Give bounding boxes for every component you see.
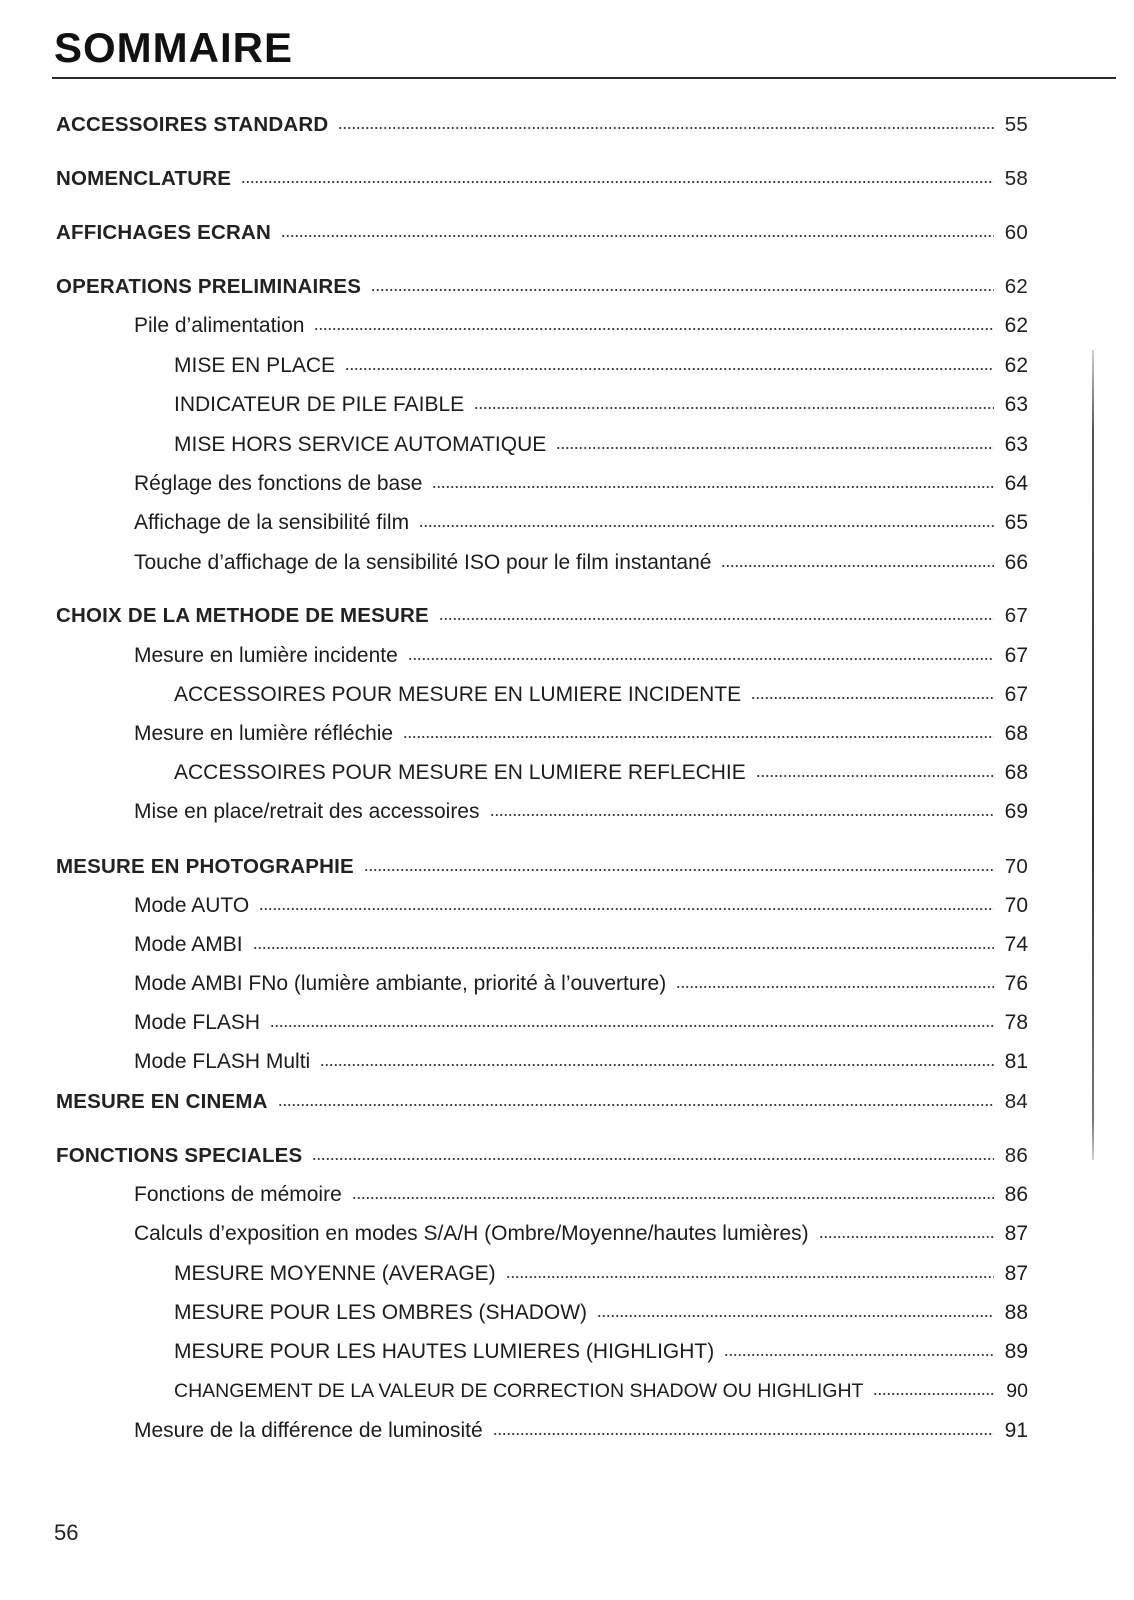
toc-entry[interactable] xyxy=(134,1010,1028,1036)
toc-entry-label: Mesure de la différence de luminosité xyxy=(134,1419,483,1442)
toc-entry-page: 63 xyxy=(1004,433,1028,456)
toc-entry-label: MESURE EN PHOTOGRAPHIE xyxy=(56,855,354,878)
toc-entry-label: FONCTIONS SPECIALES xyxy=(56,1144,303,1167)
dot-leader xyxy=(278,1103,994,1107)
dot-leader xyxy=(312,1157,994,1161)
toc-entry[interactable] xyxy=(174,1261,1028,1287)
toc-entry[interactable] xyxy=(134,510,1028,536)
dot-leader xyxy=(439,617,994,621)
dot-leader xyxy=(345,367,994,371)
toc-entry-page: 66 xyxy=(1004,551,1028,574)
toc-entry-page: 84 xyxy=(1004,1090,1028,1113)
toc-entry[interactable] xyxy=(134,643,1028,669)
toc-entry[interactable] xyxy=(174,1378,1028,1404)
toc-entry[interactable] xyxy=(134,1221,1028,1247)
toc-entry-label: OPERATIONS PRELIMINAIRES xyxy=(56,275,362,298)
toc-entry[interactable] xyxy=(56,854,1028,880)
toc-entry[interactable] xyxy=(134,550,1028,576)
toc-entry-label: Mode FLASH Multi xyxy=(134,1050,311,1073)
dot-leader xyxy=(490,813,995,817)
toc-entry[interactable] xyxy=(56,220,1028,246)
toc-entry-page: 90 xyxy=(1006,1380,1028,1402)
toc-entry-page: 87 xyxy=(1004,1262,1028,1285)
toc-entry[interactable] xyxy=(134,971,1028,997)
toc-entry-label: Mode AMBI FNo (lumière ambiante, priorité à l’ouverture) xyxy=(134,972,667,995)
toc-entry-label: MESURE POUR LES OMBRES (SHADOW) xyxy=(174,1301,588,1324)
toc-entry-label: CHOIX DE LA METHODE DE MESURE xyxy=(56,604,429,627)
toc-entry[interactable] xyxy=(134,471,1028,497)
toc-entry-page: 62 xyxy=(1004,275,1028,298)
toc-entry-page: 81 xyxy=(1004,1050,1028,1073)
toc-entry[interactable] xyxy=(134,313,1028,339)
toc-entry-page: 69 xyxy=(1004,800,1028,823)
toc-entry[interactable] xyxy=(174,760,1028,786)
dot-leader xyxy=(371,288,994,292)
dot-leader xyxy=(314,327,994,331)
dot-leader xyxy=(259,907,994,911)
toc-entry[interactable] xyxy=(134,1049,1028,1075)
toc-entry-label: MESURE MOYENNE (AVERAGE) xyxy=(174,1262,496,1285)
toc-entry[interactable] xyxy=(56,274,1028,300)
dot-leader xyxy=(756,774,994,778)
toc-entry-label: ACCESSOIRES STANDARD xyxy=(56,113,329,136)
toc-entry-page: 60 xyxy=(1004,221,1028,244)
toc-entry-page: 74 xyxy=(1004,933,1028,956)
toc-entry-label: Mise en place/retrait des accessoires xyxy=(134,800,480,823)
dot-leader xyxy=(364,868,994,872)
dot-leader xyxy=(241,180,994,184)
toc-entry-label: ACCESSOIRES POUR MESURE EN LUMIERE INCIDENTE xyxy=(174,683,742,706)
dot-leader xyxy=(721,564,994,568)
toc-entry[interactable] xyxy=(56,166,1028,192)
toc-entry[interactable] xyxy=(56,1143,1028,1169)
page-number: 56 xyxy=(54,1520,79,1545)
toc-entry-label: MESURE EN CINEMA xyxy=(56,1090,268,1113)
toc-entry[interactable] xyxy=(174,353,1028,379)
toc-entry-label: Mode AUTO xyxy=(134,894,250,917)
toc-entry-page: 67 xyxy=(1004,683,1028,706)
toc-entry[interactable] xyxy=(134,799,1028,825)
dot-leader xyxy=(253,946,994,950)
toc-entry-page: 58 xyxy=(1004,167,1028,190)
page-title: SOMMAIRE xyxy=(54,24,293,71)
toc-entry[interactable] xyxy=(134,932,1028,958)
toc-entry[interactable] xyxy=(134,721,1028,747)
dot-leader xyxy=(819,1235,994,1239)
toc-entry-label: Mode AMBI xyxy=(134,933,243,956)
dot-leader xyxy=(597,1314,994,1318)
toc-entry[interactable] xyxy=(134,893,1028,919)
toc-entry-page: 87 xyxy=(1004,1222,1028,1245)
toc-entry[interactable] xyxy=(174,432,1028,458)
toc-entry-label: INDICATEUR DE PILE FAIBLE xyxy=(174,393,465,416)
toc-entry-label: Réglage des fonctions de base xyxy=(134,472,423,495)
toc-entry-label: Mesure en lumière incidente xyxy=(134,644,398,667)
toc-entry-page: 76 xyxy=(1004,972,1028,995)
toc-entry-label: Affichage de la sensibilité film xyxy=(134,511,410,534)
dot-leader xyxy=(270,1024,994,1028)
toc-entry-page: 91 xyxy=(1004,1419,1028,1442)
margin-edge-line xyxy=(1092,350,1094,1160)
toc-entry-page: 88 xyxy=(1004,1301,1028,1324)
toc-entry[interactable] xyxy=(134,1418,1028,1444)
toc-entry-page: 67 xyxy=(1004,644,1028,667)
toc-entry-label: MISE EN PLACE xyxy=(174,354,336,377)
toc-entry-label: Fonctions de mémoire xyxy=(134,1183,342,1206)
dot-leader xyxy=(352,1196,994,1200)
dot-leader xyxy=(751,696,994,700)
toc-entry-page: 55 xyxy=(1004,113,1028,136)
toc-entry-label: Touche d’affichage de la sensibilité ISO pour le film instantané xyxy=(134,551,712,574)
toc-entry-page: 86 xyxy=(1004,1183,1028,1206)
toc-entry[interactable] xyxy=(174,392,1028,418)
dot-leader xyxy=(493,1432,994,1436)
toc-entry-page: 86 xyxy=(1004,1144,1028,1167)
toc-entry-page: 62 xyxy=(1004,314,1028,337)
toc-entry-label: Mode FLASH xyxy=(134,1011,261,1034)
dot-leader xyxy=(338,126,994,130)
dot-leader xyxy=(474,406,994,410)
toc-entry[interactable] xyxy=(56,603,1028,629)
dot-leader xyxy=(403,735,994,739)
toc-entry-page: 64 xyxy=(1004,472,1028,495)
toc-entry-label: Mesure en lumière réfléchie xyxy=(134,722,394,745)
toc-entry-label: NOMENCLATURE xyxy=(56,167,232,190)
toc-entry-label: ACCESSOIRES POUR MESURE EN LUMIERE REFLECHIE xyxy=(174,761,746,784)
toc-entry[interactable] xyxy=(174,1300,1028,1326)
dot-leader xyxy=(281,234,994,238)
dot-leader xyxy=(320,1063,994,1067)
toc-entry-page: 70 xyxy=(1004,855,1028,878)
toc-entry-page: 63 xyxy=(1004,393,1028,416)
dot-leader xyxy=(724,1353,994,1357)
toc-entry-label: Calculs d’exposition en modes S/A/H (Ombre/Moyenne/hautes lumières) xyxy=(134,1222,809,1245)
toc-entry[interactable] xyxy=(134,1182,1028,1208)
toc-entry[interactable] xyxy=(56,112,1028,138)
dot-leader xyxy=(676,985,994,989)
dot-leader xyxy=(432,485,994,489)
toc-entry-label: CHANGEMENT DE LA VALEUR DE CORRECTION SHADOW OU HIGHLIGHT xyxy=(174,1380,864,1402)
toc-entry-page: 70 xyxy=(1004,894,1028,917)
dot-leader xyxy=(506,1275,994,1279)
toc-entry-label: Pile d’alimentation xyxy=(134,314,305,337)
dot-leader xyxy=(873,1392,994,1396)
toc-entry-label: MESURE POUR LES HAUTES LUMIERES (HIGHLIGHT) xyxy=(174,1340,715,1363)
dot-leader xyxy=(556,446,994,450)
dot-leader xyxy=(408,657,994,661)
toc-entry[interactable] xyxy=(174,1339,1028,1365)
toc-entry[interactable] xyxy=(56,1089,1028,1115)
toc-entry-page: 65 xyxy=(1004,511,1028,534)
toc-entry[interactable] xyxy=(174,682,1028,708)
toc-entry-page: 68 xyxy=(1004,722,1028,745)
toc-entry-page: 68 xyxy=(1004,761,1028,784)
toc-entry-label: AFFICHAGES ECRAN xyxy=(56,221,272,244)
toc-entry-page: 62 xyxy=(1004,354,1028,377)
dot-leader xyxy=(419,524,994,528)
toc-entry-page: 67 xyxy=(1004,604,1028,627)
toc-entry-label: MISE HORS SERVICE AUTOMATIQUE xyxy=(174,433,547,456)
toc-entry-page: 78 xyxy=(1004,1011,1028,1034)
toc-entry-page: 89 xyxy=(1004,1340,1028,1363)
